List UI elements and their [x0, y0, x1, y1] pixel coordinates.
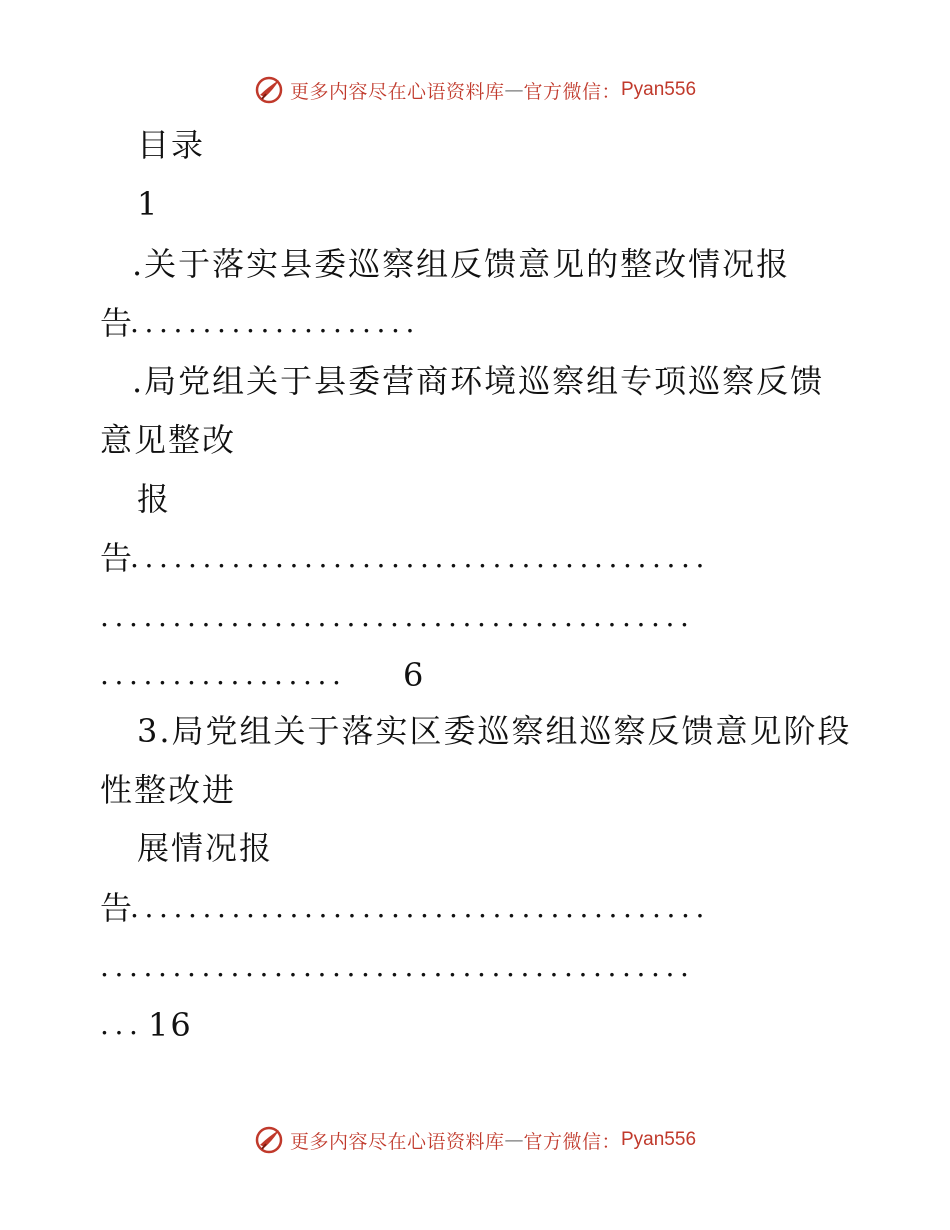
watermark-wechat-label: 官方微信：	[523, 1130, 621, 1153]
toc-entry-2-title[interactable]: .局党组关于县委营商环境巡察组专项巡察反馈	[132, 362, 825, 400]
toc-entry-1-title[interactable]: .关于落实县委巡察组反馈意见的整改情况报	[132, 245, 791, 283]
watermark-brand-text: 更多内容尽在心语资料库	[289, 80, 505, 103]
quill-logo-icon	[254, 1125, 284, 1155]
toc-entry-2-leader-3: .................	[100, 658, 347, 691]
watermark-wechat-id: Pyan556	[621, 79, 697, 100]
toc-entry-2-title-cont[interactable]: 意见整改	[100, 421, 237, 459]
watermark-wechat-id: Pyan556	[621, 1129, 697, 1150]
toc-entry-3-title-cont-2[interactable]: 展情况报	[137, 829, 274, 867]
toc-entry-3-leader-2: .........................................	[100, 950, 695, 983]
toc-entry-3-title[interactable]: 3.局党组关于落实区委巡察组巡察反馈意见阶段	[137, 712, 852, 750]
watermark-separator: —	[504, 1129, 524, 1151]
toc-entry-2-title-cont-3[interactable]: 告	[100, 539, 135, 577]
toc-entry-1-leader: ....................	[130, 306, 421, 339]
quill-logo-icon	[254, 75, 284, 105]
toc-entry-3-page: 16	[148, 1006, 193, 1044]
footer-watermark	[0, 1120, 950, 1160]
header-watermark	[0, 70, 950, 110]
toc-entry-2-leader-1: ........................................	[130, 541, 711, 574]
toc-entry-3-leader-3: ...	[100, 1008, 144, 1041]
watermark-separator: —	[504, 79, 524, 101]
toc-entry-3-title-cont-3[interactable]: 告	[100, 889, 135, 927]
toc-entry-1-number: 1	[137, 185, 160, 223]
watermark-brand-text: 更多内容尽在心语资料库	[289, 1130, 505, 1153]
toc-entry-3-leader-1: ........................................	[130, 891, 711, 924]
toc-title: 目录	[137, 126, 206, 164]
toc-entry-2-page: 6	[403, 656, 426, 694]
toc-entry-3-title-cont[interactable]: 性整改进	[100, 771, 237, 809]
toc-entry-1-title-cont[interactable]: 告	[100, 304, 135, 342]
toc-entry-2-title-cont-2[interactable]: 报	[137, 480, 172, 518]
watermark-wechat-label: 官方微信：	[523, 80, 621, 103]
toc-entry-2-leader-2: .........................................	[100, 600, 695, 633]
